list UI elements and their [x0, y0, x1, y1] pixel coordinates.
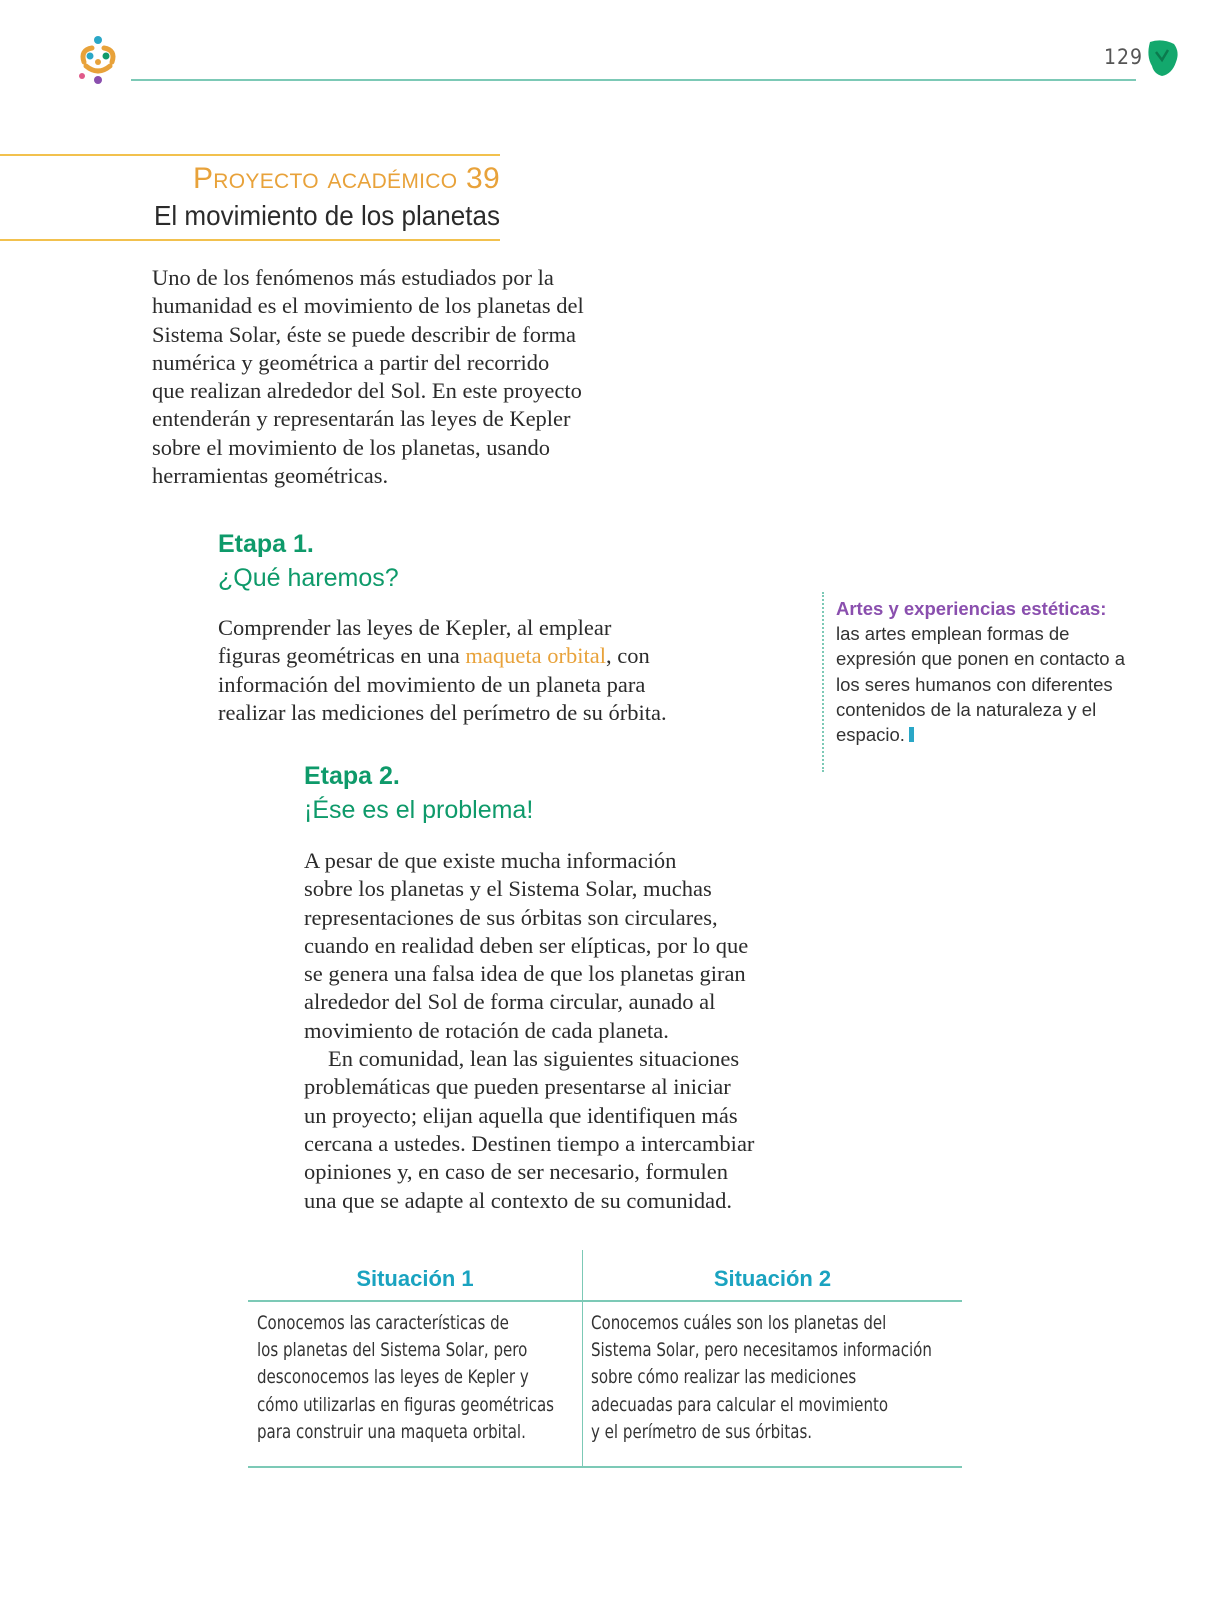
table-header-rule — [248, 1300, 962, 1302]
note-dotted-rule — [822, 592, 824, 772]
leaf-badge-icon — [1144, 38, 1180, 78]
page-number: 129 — [1104, 45, 1144, 69]
stage1-title: Etapa 1. — [218, 530, 314, 558]
cell-line: los planetas del Sistema Solar, pero — [257, 1339, 528, 1362]
stage2-line: representaciones de sus órbitas son circulares, — [304, 904, 718, 930]
cell-line: para construir una maqueta orbital. — [257, 1420, 526, 1443]
stage1-subtitle: ¿Qué haremos? — [218, 564, 399, 592]
glossary-note — [836, 596, 1126, 747]
title-rule-bottom — [0, 239, 500, 241]
note-term: Artes y experiencias estéticas: — [836, 598, 1107, 619]
intro-line: humanidad es el movimiento de los planetas del — [152, 293, 584, 319]
stage2-paragraph-2 — [304, 1045, 774, 1215]
table-cell-situation-2 — [591, 1310, 932, 1446]
project-title: El movimiento de los planetas — [154, 200, 500, 231]
cell-line: Conocemos cuáles son los planetas del — [591, 1312, 887, 1334]
stage1-text-after: , con — [605, 643, 650, 669]
stage2-subtitle: ¡Ése es el problema! — [304, 796, 534, 824]
stage2-line: A pesar de que existe mucha información — [304, 848, 677, 873]
stage2-line: opiniones y, en caso de ser necesario, formulen — [304, 1159, 729, 1185]
intro-paragraph — [152, 264, 612, 490]
stage1-line: Comprender las leyes de Kepler, al emplear — [218, 615, 612, 640]
table-bottom-rule — [248, 1466, 962, 1468]
stage1-line — [218, 642, 688, 670]
note-definition: las artes emplean formas de expresión que ponen en contacto a los seres humanos con diferentes contenidos de la naturaleza y el espacio. — [836, 623, 1126, 746]
stage2-line: una que se adapte al contexto de su comunidad. — [304, 1187, 732, 1213]
intro-line: Uno de los fenómenos más estudiados por la — [152, 265, 554, 290]
stage2-line: movimiento de rotación de cada planeta. — [304, 1017, 669, 1043]
stage2-line: En comunidad, lean las siguientes situaciones — [328, 1046, 740, 1072]
cell-line: desconocemos las leyes de Kepler y — [257, 1366, 529, 1389]
project-label: Proyecto académico 39 — [193, 162, 500, 195]
stage2-line: cuando en realidad deben ser elípticas, por lo que — [304, 932, 749, 958]
cell-line: Sistema Solar, pero necesitamos información — [591, 1339, 932, 1362]
cell-line: cómo utilizarlas en figuras geométricas — [257, 1393, 555, 1416]
stage2-line: un proyecto; elijan aquella que identifiquen más — [304, 1102, 738, 1128]
glossary-link-maqueta-orbital[interactable]: maqueta orbital — [465, 643, 606, 669]
note-end-mark — [909, 727, 914, 742]
intro-line: entenderán y representarán las leyes de Kepler — [152, 406, 571, 432]
intro-line: numérica y geométrica a partir del recorrido — [152, 349, 550, 375]
stage2-line: cercana a ustedes. Destinen tiempo a intercambiar — [304, 1130, 755, 1156]
stage2-line: sobre los planetas y el Sistema Solar, muchas — [304, 876, 712, 902]
stage1-line: información del movimiento de un planeta para — [218, 671, 646, 697]
cell-line: adecuadas para calcular el movimiento — [591, 1393, 889, 1416]
title-rule-top — [0, 154, 500, 156]
stage2-line: alrededor del Sol de forma circular, aunado al — [304, 989, 716, 1015]
cell-line: y el perímetro de sus órbitas. — [591, 1420, 813, 1443]
cell-line: Conocemos las características de — [257, 1312, 509, 1334]
intro-line: herramientas geométricas. — [152, 463, 389, 489]
table-header-situation-2: Situación 2 — [713, 1266, 832, 1291]
table-cell-situation-1 — [257, 1310, 554, 1446]
stage1-paragraph — [218, 614, 688, 727]
intro-line: Sistema Solar, éste se puede describir de forma — [152, 321, 576, 347]
header-rule — [131, 79, 1136, 81]
stage1-text-before: figuras geométricas en una — [218, 643, 466, 669]
intro-line: sobre el movimiento de los planetas, usando — [152, 434, 551, 460]
stage1-line: realizar las mediciones del perímetro de su órbita. — [218, 699, 667, 725]
community-logo-icon — [70, 32, 126, 88]
stage2-line: se genera una falsa idea de que los planetas giran — [304, 961, 746, 987]
stage2-title: Etapa 2. — [304, 762, 400, 790]
stage2-paragraph-1 — [304, 847, 774, 1045]
stage2-body — [304, 847, 774, 1215]
cell-line: sobre cómo realizar las mediciones — [591, 1366, 857, 1389]
intro-line: que realizan alrededor del Sol. En este proyecto — [152, 378, 582, 404]
stage2-line: problemáticas que pueden presentarse al iniciar — [304, 1074, 731, 1100]
table-header-situation-1: Situación 1 — [356, 1266, 474, 1291]
